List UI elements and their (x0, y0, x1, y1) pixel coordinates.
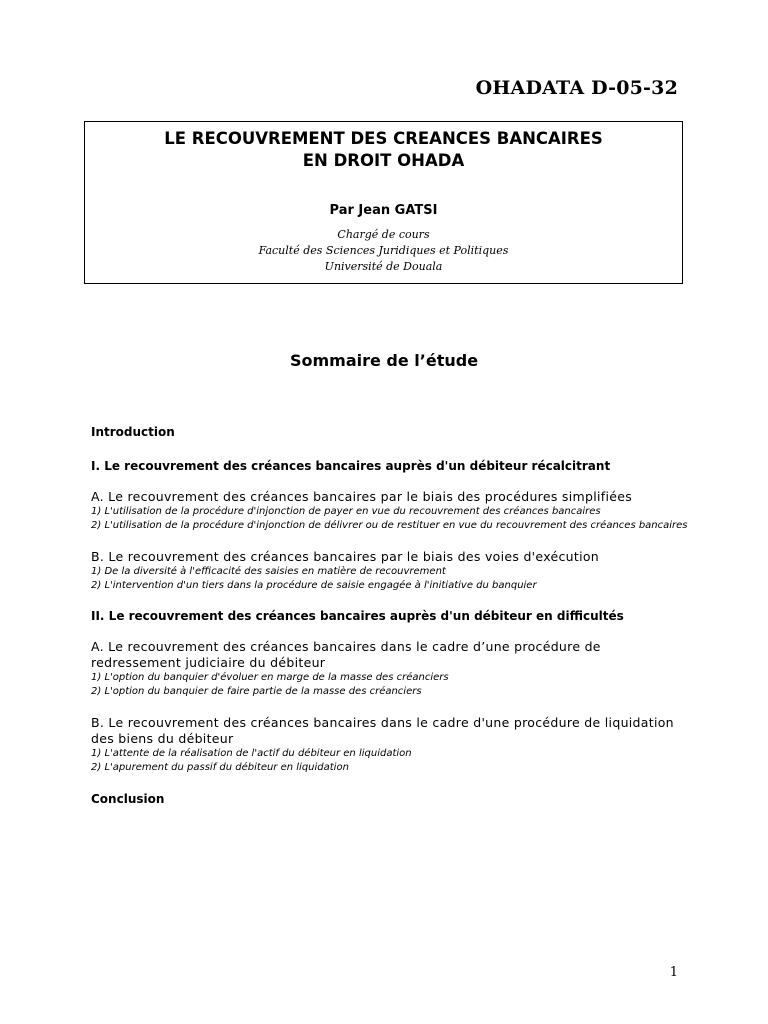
affiliation-role: Chargé de cours (337, 228, 430, 241)
toc-item: 1) L'utilisation de la procédure d'injonction de payer en vue du recouvrement des créances bancaires (91, 506, 601, 517)
toc-part-1-section-b: B. Le recouvrement des créances bancaires par le biais des voies d'exécution (91, 549, 600, 564)
toc-item: 1) L'option du banquier d'évoluer en marge de la masse des créanciers (91, 672, 449, 683)
title-box (84, 121, 683, 284)
toc-part-2-section-a: A. Le recouvrement des créances bancaires dans le cadre d’une procédure de redressement judiciaire du débiteur (91, 639, 601, 670)
document-reference: OHADATA D-05-32 (475, 77, 678, 99)
affiliation-faculty: Faculté des Sciences Juridiques et Politiques (258, 244, 509, 257)
author-affiliation (85, 227, 682, 275)
toc-part-1-heading: I. Le recouvrement des créances bancaires auprès d'un débiteur récalcitrant (91, 459, 611, 473)
toc-introduction: Introduction (91, 425, 175, 439)
toc-item: 2) L'option du banquier de faire partie de la masse des créanciers (91, 686, 422, 697)
author: Par Jean GATSI (329, 203, 438, 218)
toc-item: 2) L'intervention d'un tiers dans la procédure de saisie engagée à l'initiative du banquier (91, 580, 537, 591)
affiliation-university: Université de Douala (324, 260, 443, 273)
toc-conclusion: Conclusion (91, 792, 165, 806)
toc-item: 1) L'attente de la réalisation de l'actif du débiteur en liquidation (91, 748, 412, 759)
toc-item: 2) L'apurement du passif du débiteur en liquidation (91, 762, 349, 773)
title-line-2: EN DROIT OHADA (302, 151, 465, 170)
title-line-1: LE RECOUVREMENT DES CREANCES BANCAIRES (164, 129, 603, 148)
toc-part-2-section-b: B. Le recouvrement des créances bancaires dans le cadre d'une procédure de liquidation des biens du débiteur (91, 715, 674, 746)
toc-item: 1) De la diversité à l'efficacité des saisies en matière de recouvrement (91, 566, 446, 577)
toc-part-1-section-a: A. Le recouvrement des créances bancaires par le biais des procédures simplifiées (91, 489, 633, 504)
document-title (85, 128, 682, 172)
toc-item: 2) L'utilisation de la procédure d'injonction de délivrer ou de restituer en vue du recouvrement des créances bancaires (91, 520, 688, 531)
summary-title: Sommaire de l’étude (289, 351, 479, 370)
table-of-contents (91, 424, 691, 807)
page-number: 1 (669, 965, 678, 980)
toc-part-2-heading: II. Le recouvrement des créances bancaires auprès d'un débiteur en difficultés (91, 609, 624, 623)
